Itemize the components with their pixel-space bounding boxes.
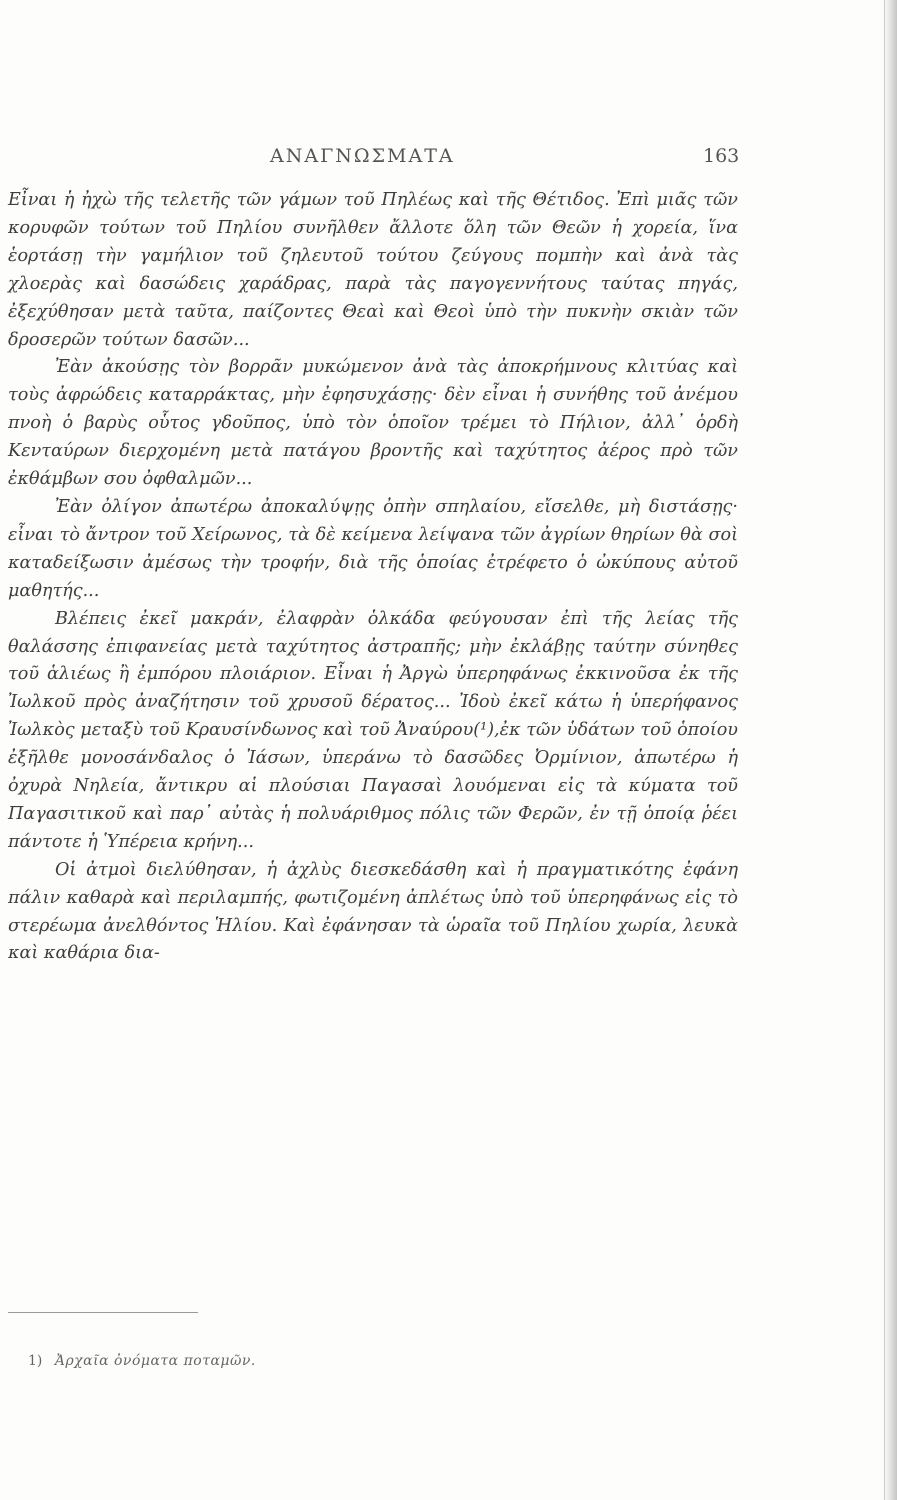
body-text (8, 187, 738, 968)
page-edge-shadow (883, 0, 897, 1500)
footnote-rule (8, 1312, 198, 1313)
paragraph-4: Βλέπεις ἐκεῖ μακράν, ἐλαφρὰν ὁλκάδα φεύγουσαν ἐπὶ τῆς λείας τῆς θαλάσσης ἐπιφανείας μετὰ ταχύτητος ἀστραπῆς; μὴν ἐκλάβῃς ταύτην σύνηθες τοῦ ἁλιέως ἢ ἐμπόρου πλοιάριον. Εἶναι ἡ Ἀργὼ ὑπερηφάνως ἐκκινοῦσα ἐκ τῆς Ἰωλκοῦ πρὸς ἀναζήτησιν τοῦ χρυσοῦ δέρατος... Ἰδοὺ ἐκεῖ κάτω ἡ ὑπερήφανος Ἰωλκὸς μεταξὺ τοῦ Κραυσίνδωνος καὶ τοῦ Ἀναύρου(¹),ἐκ τῶν ὑδάτων τοῦ ὁποίου ἐξῆλθε μονοσάνδαλος ὁ Ἰάσων, ὑπεράνω τὸ δασῶδες Ὀρμίνιον, ἀπωτέρω ἡ ὀχυρὰ Νηλεία, ἄντικρυ αἱ πλούσιαι Παγασαὶ λουόμεναι εἰς τὰ κύματα τοῦ Παγασιτικοῦ καὶ παρ᾽ αὐτὰς ἡ πολυάριθμος πόλις τῶν Φερῶν, ἐν τῇ ὁποίᾳ ῥέει πάντοτε ἡ Ὑπέρεια κρήνη... (8, 608, 738, 852)
paragraph-5: Οἱ ἀτμοὶ διελύθησαν, ἡ ἀχλὺς διεσκεδάσθη καὶ ἡ πραγματικότης ἐφάνη πάλιν καθαρὰ καὶ περιλαμπής, φωτιζομένη ἀπλέτως ὑπὸ τοῦ ὑπερηφάνως εἰς τὸ στερέωμα ἀνελθόντος Ἡλίου. Καὶ ἐφάνησαν τὰ ὡραῖα τοῦ Πηλίου χωρία, λευκὰ καὶ καθάρια δια- (8, 859, 738, 964)
paragraph-1: Εἶναι ἡ ἠχὼ τῆς τελετῆς τῶν γάμων τοῦ Πηλέως καὶ τῆς Θέτιδος. Ἐπὶ μιᾶς τῶν κορυφῶν τούτων τοῦ Πηλίου συνῆλθεν ἄλλοτε ὅλη τῶν Θεῶν ἡ χορεία, ἵνα ἑορτάσῃ τὴν γαμήλιον τοῦ ζηλευτοῦ τούτου ζεύγους πομπὴν καὶ ἀνὰ τὰς χλοερὰς καὶ δασώδεις χαράδρας, παρὰ τὰς παγογεννήτους ταύτας πηγάς, ἐξεχύθησαν μετὰ ταῦτα, παίζοντες Θεαὶ καὶ Θεοὶ ὑπὸ τὴν πυκνὴν σκιὰν τῶν δροσερῶν τούτων δασῶν... (8, 190, 738, 350)
footnote-text: Ἀρχαῖα ὀνόματα ποταμῶν. (54, 1353, 256, 1369)
paragraph-3: Ἐὰν ὀλίγον ἀπωτέρω ἀποκαλύψῃς ὀπὴν σπηλαίου, εἴσελθε, μὴ διστάσῃς· εἶναι τὸ ἄντρον τοῦ Χείρωνος, τὰ δὲ κείμενα λείψανα τῶν ἀγρίων θηρίων θὰ σοὶ καταδείξωσιν ἀμέσως τὴν τροφήν, διὰ τῆς ὁποίας ἐτρέφετο ὁ ὠκύπους αὐτοῦ μαθητής... (8, 496, 738, 601)
footnote-marker: 1) (28, 1353, 43, 1369)
footnote (28, 1353, 256, 1369)
page-number: 163 (703, 145, 740, 167)
paragraph-2: Ἐὰν ἀκούσῃς τὸν βορρᾶν μυκώμενον ἀνὰ τὰς ἀποκρήμνους κλιτύας καὶ τοὺς ἀφρώδεις καταρράκτας, μὴν ἐφησυχάσῃς· δὲν εἶναι ἡ συνήθης τοῦ ἀνέμου πνοὴ ὁ βαρὺς οὗτος γδοῦπος, ὑπὸ τὸν ὁποῖον τρέμει τὸ Πήλιον, ἀλλ᾽ ὁρδὴ Κενταύρων διερχομένη μετὰ πατάγου βροντῆς καὶ ταχύτητος ἀέρος πρὸ τῶν ἐκθάμβων σου ὀφθαλμῶν... (8, 357, 738, 490)
running-title: ΑΝΑΓΝΩΣΜΑΤΑ (270, 145, 455, 167)
running-head (0, 145, 897, 175)
